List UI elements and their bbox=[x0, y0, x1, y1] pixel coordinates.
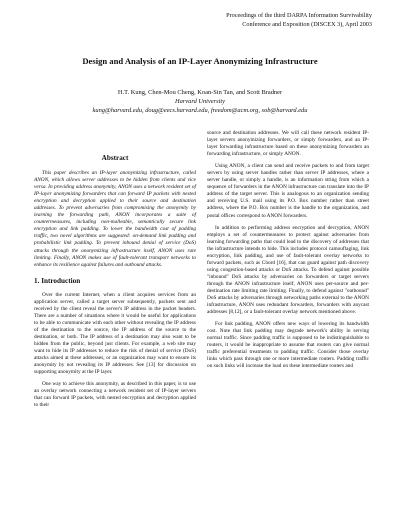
right-paragraph-3: In addition to performing address encryption and decryption, ANON employs a set of countermeasures to protect against adversaries from learning forwarding paths that could lead to the discovery of addresses that the infrastructure intends to hide. This includes protocol camouflaging, link encryption, link padding, and use of fault-tolerant overlay networks to forward packets, such as Chord [16], that can guard against path discovery using congestion-based attacks or DoS attacks. To defend against possible "inbound" DoS attacks by adversaries on forwarders or target servers through the ANON infrastructure itself, ANON uses per-source and per-destination rate limiting rate limiting. Finally, to defend against "outbound" DoS attacks by adversaries through networking paths external to the ANON infrastructure, ANON uses redundant forwarders, forwarders with anycast addresses [8,12], or a fault-tolerant overlay network mentioned above. bbox=[207, 224, 369, 316]
right-column bbox=[207, 130, 369, 376]
author-affiliation: Harvard University bbox=[175, 98, 225, 105]
intro-paragraph-1: Over the current Internet, when a client acquires services from an application server, called a target server subsequently, packets sent and received by the client reveal the server's IP address in the packet headers. There are a number of situations where it would be useful for applications to be able to communicate with each other without revealing the IP address of the destination to the source, the IP address of the source to the destination, or both. The IP address of a destination may also want to be hidden from the public, beyond just clients. For example, a web site may want to hide its IP addresses to reduce the risk of denial of service (DoS) attacks aimed at these addresses, or an organization may want to ensure its anonymity by not revealing its IP addresses. See [13] for discussion on supporting anonymity at the IP layer. bbox=[34, 291, 196, 376]
abstract-heading: Abstract bbox=[101, 154, 129, 162]
right-paragraph-2: Using ANON, a client can send and receive packets to and from target servers by using server handles rather than server IP addresses, where a server handle, or simply a handle, is an information string from which a sequence of forwarders in the ANON infrastructure can translate into the IP address of the target server. This is analogous to an organization sending and receiving U.S. mail using its P.O. Box number rather than street address, where the P.O. Box number is the handle to the organization, and postal offices correspond to ANON forwarders. bbox=[207, 163, 369, 219]
author-emails: kung@harvard.edu, doug@eecs.harvard.edu, freedom@acm.org, sob@harvard.edu bbox=[92, 107, 308, 114]
proceedings-line-1: Proceedings of the third DARPA Information Survivability bbox=[226, 12, 372, 19]
right-paragraph-1: source and destination addresses. We will call these network resident IP-layer servers anonymizing forwarders, or simply forwarders, and an IP-layer forwarding infrastructure based on these anonymizing forwarders an forwarding infrastructure, or simply ANON. bbox=[207, 130, 369, 158]
paper-title: Design and Analysis of an IP-Layer Anonymizing Infrastructure bbox=[82, 56, 318, 66]
author-names: H.T. Kung, Chen-Mou Cheng, Koan-Sin Tan, and Scott Bradner bbox=[117, 89, 283, 96]
left-column bbox=[34, 150, 196, 414]
intro-paragraph-2: One way to achieve this anonymity, as described in this paper, is to use an overlay network connecting a network resident set of IP-layer servers that can forward IP packets, with nested encryption and decryption applied to their bbox=[34, 381, 196, 409]
author-block bbox=[0, 88, 400, 115]
right-paragraph-4: For link padding, ANON offers new ways of lowering its bandwidth cost. Note that link padding may degrade network's ability in serving normal traffic. Since padding traffic is supposed to be indistinguishable to routers, it would be inappropriate to assume that routers can give normal traffic preferential treatments to padding traffic. Consider those overlay links which pass through one or more intermediate routers. Padding traffic on such links will increase the load on these intermediate routers and bbox=[207, 321, 369, 370]
proceedings-line-2: Conference and Exposition (DISCEX 3), April 2003 bbox=[242, 20, 372, 28]
abstract-text: This paper describes an IP-layer anonymizing infrastructure, called ANON, which allows server addresses to be hidden from clients and vice versa. In providing address anonymity, ANON uses a network resident set of IP-layer anonymizing forwarders that can forward IP packets with nested encryption and decryption applied to their source and destination addresses. To prevent adversaries from compromising the anonymity by learning the forwarding path, ANON incorporates a suite of countermeasures, including non-malleable, semantically secure link encryption and link padding. To lower the bandwidth cost of padding traffic, two novel algorithms are suggested: on-demand link padding and probabilistic link padding. To prevent inbound denial of service (DoS) attacks through the anonymizing infrastructure itself, ANON uses rate limiting. Finally, ANON makes use of fault-tolerant transport networks to enhance its resilience against failures and outbound attacks. bbox=[34, 170, 196, 268]
proceedings-header bbox=[172, 12, 372, 29]
introduction-heading: 1. Introduction bbox=[34, 276, 81, 285]
